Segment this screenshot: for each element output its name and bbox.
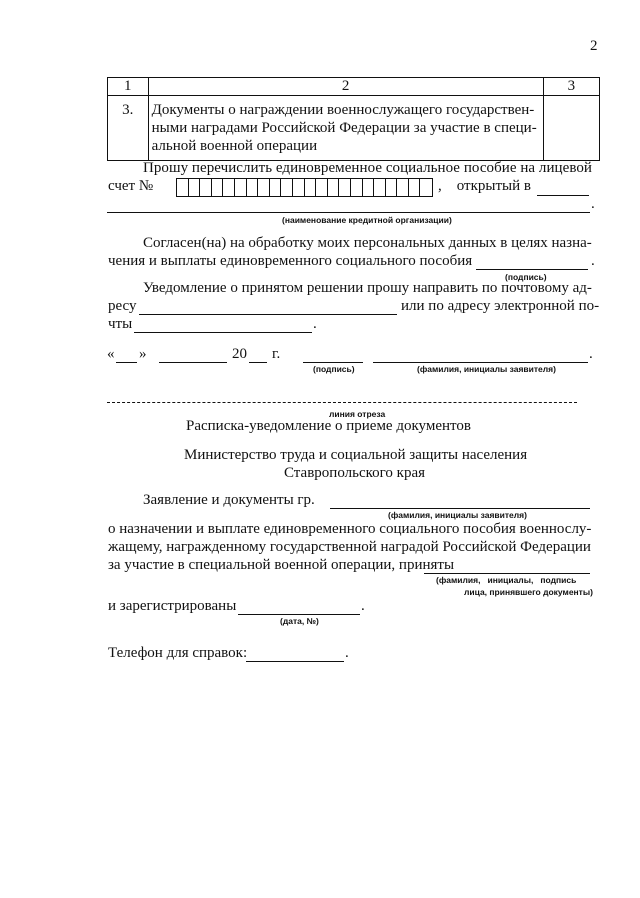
ministry-line-2: Ставропольского края xyxy=(284,465,425,481)
consent-signature-caption: (подпись) xyxy=(505,272,547,282)
application-label: Заявление и документы гр. xyxy=(143,492,315,508)
account-label: счет № xyxy=(108,178,154,194)
ministry-line-1: Министерство труда и социальной защиты населения xyxy=(184,447,528,463)
account-digit-box[interactable] xyxy=(305,179,317,196)
notice-line-2-left: ресу xyxy=(108,298,137,314)
applicant-name-line[interactable] xyxy=(373,362,588,363)
account-digit-box[interactable] xyxy=(281,179,293,196)
date-dot: . xyxy=(589,346,593,362)
signature-line[interactable] xyxy=(303,362,363,363)
account-digit-box[interactable] xyxy=(409,179,421,196)
date-year-line[interactable] xyxy=(249,362,267,363)
acceptor-caption-line-1: (фамилия, инициалы, подпись xyxy=(436,575,577,585)
bank-caption: (наименование кредитной организации) xyxy=(282,215,452,225)
bank-dot: . xyxy=(591,196,595,212)
account-digit-box[interactable] xyxy=(386,179,398,196)
table-cell-description xyxy=(148,96,543,161)
table-cell-number: 3. xyxy=(108,96,149,161)
registered-label: и зарегистрированы xyxy=(108,598,237,614)
applicant-line[interactable] xyxy=(330,508,590,509)
account-digit-box[interactable] xyxy=(200,179,212,196)
phone-dot: . xyxy=(345,645,349,661)
table-header-cell: 1 xyxy=(108,78,149,96)
account-digit-box[interactable] xyxy=(374,179,386,196)
opened-in-label: , открытый в xyxy=(438,178,531,194)
date-year-prefix: 20 xyxy=(232,346,247,362)
date-month-line[interactable] xyxy=(159,362,227,363)
account-digit-box[interactable] xyxy=(397,179,409,196)
description-line: Документы о награждении военнослужащего государствен- xyxy=(151,102,535,118)
table-header-row xyxy=(108,78,600,96)
cut-line xyxy=(107,402,577,403)
notice-line-2-right: или по адресу электронной по- xyxy=(401,298,600,314)
description-line: альной военной операции xyxy=(151,138,318,154)
table-row xyxy=(108,96,600,161)
account-digit-box[interactable] xyxy=(247,179,259,196)
applicant-caption: (фамилия, инициалы заявителя) xyxy=(388,510,527,520)
account-digit-box[interactable] xyxy=(189,179,201,196)
email-dot: . xyxy=(313,316,317,332)
documents-table xyxy=(107,77,600,161)
notice-line-3: чты xyxy=(108,316,133,332)
account-digit-box[interactable] xyxy=(339,179,351,196)
bank-name-line-short[interactable] xyxy=(537,195,589,196)
account-digit-box[interactable] xyxy=(258,179,270,196)
transfer-request-line: Прошу перечислить единовременное социальное пособие на лицевой xyxy=(143,160,592,176)
receipt-body-line-3: за участие в специальной военной операции, приняты xyxy=(108,557,455,573)
receipt-body-line-2: жащему, награжденному государственной наградой Российской Федерации xyxy=(108,539,591,555)
table-header-cell: 2 xyxy=(148,78,543,96)
account-digit-box[interactable] xyxy=(420,179,432,196)
cut-line-label: линия отреза xyxy=(329,409,386,419)
date-close-quote: » xyxy=(139,346,147,362)
phone-line[interactable] xyxy=(246,661,344,662)
registered-caption: (дата, №) xyxy=(280,616,319,626)
account-digit-box[interactable] xyxy=(177,179,189,196)
acceptor-caption-line-2: лица, принявшего документы) xyxy=(464,587,593,597)
account-number-boxes[interactable] xyxy=(176,178,433,197)
table-header-cell: 3 xyxy=(543,78,599,96)
account-digit-box[interactable] xyxy=(316,179,328,196)
consent-signature-line[interactable] xyxy=(476,269,588,270)
registered-dot: . xyxy=(361,598,365,614)
bank-name-line[interactable] xyxy=(107,212,590,213)
date-day-line[interactable] xyxy=(116,362,137,363)
receipt-body-line-1: о назначении и выплате единовременного социального пособия военнослу- xyxy=(108,521,592,537)
account-digit-box[interactable] xyxy=(363,179,375,196)
acceptor-line[interactable] xyxy=(424,573,590,574)
consent-dot: . xyxy=(591,253,595,269)
account-digit-box[interactable] xyxy=(223,179,235,196)
date-open-quote: « xyxy=(107,346,115,362)
receipt-title: Расписка-уведомление о приеме документов xyxy=(186,418,471,434)
account-digit-box[interactable] xyxy=(351,179,363,196)
notice-line-1: Уведомление о принятом решении прошу направить по почтовому ад- xyxy=(143,280,592,296)
account-digit-box[interactable] xyxy=(235,179,247,196)
registered-line[interactable] xyxy=(238,614,360,615)
account-digit-box[interactable] xyxy=(270,179,282,196)
phone-label: Телефон для справок: xyxy=(108,645,248,661)
consent-line-1: Согласен(на) на обработку моих персональных данных в целях назна- xyxy=(143,235,592,251)
account-digit-box[interactable] xyxy=(293,179,305,196)
email-line[interactable] xyxy=(134,332,312,333)
postal-address-line[interactable] xyxy=(139,314,397,315)
account-digit-box[interactable] xyxy=(328,179,340,196)
applicant-name-caption: (фамилия, инициалы заявителя) xyxy=(417,364,556,374)
consent-line-2: чения и выплаты единовременного социального пособия xyxy=(108,253,473,269)
table-cell-empty xyxy=(543,96,599,161)
signature-caption: (подпись) xyxy=(313,364,355,374)
date-year-suffix: г. xyxy=(272,346,281,362)
account-digit-box[interactable] xyxy=(212,179,224,196)
page-number: 2 xyxy=(590,38,598,54)
description-line: ными наградами Российской Федерации за участие в специ- xyxy=(151,120,537,136)
